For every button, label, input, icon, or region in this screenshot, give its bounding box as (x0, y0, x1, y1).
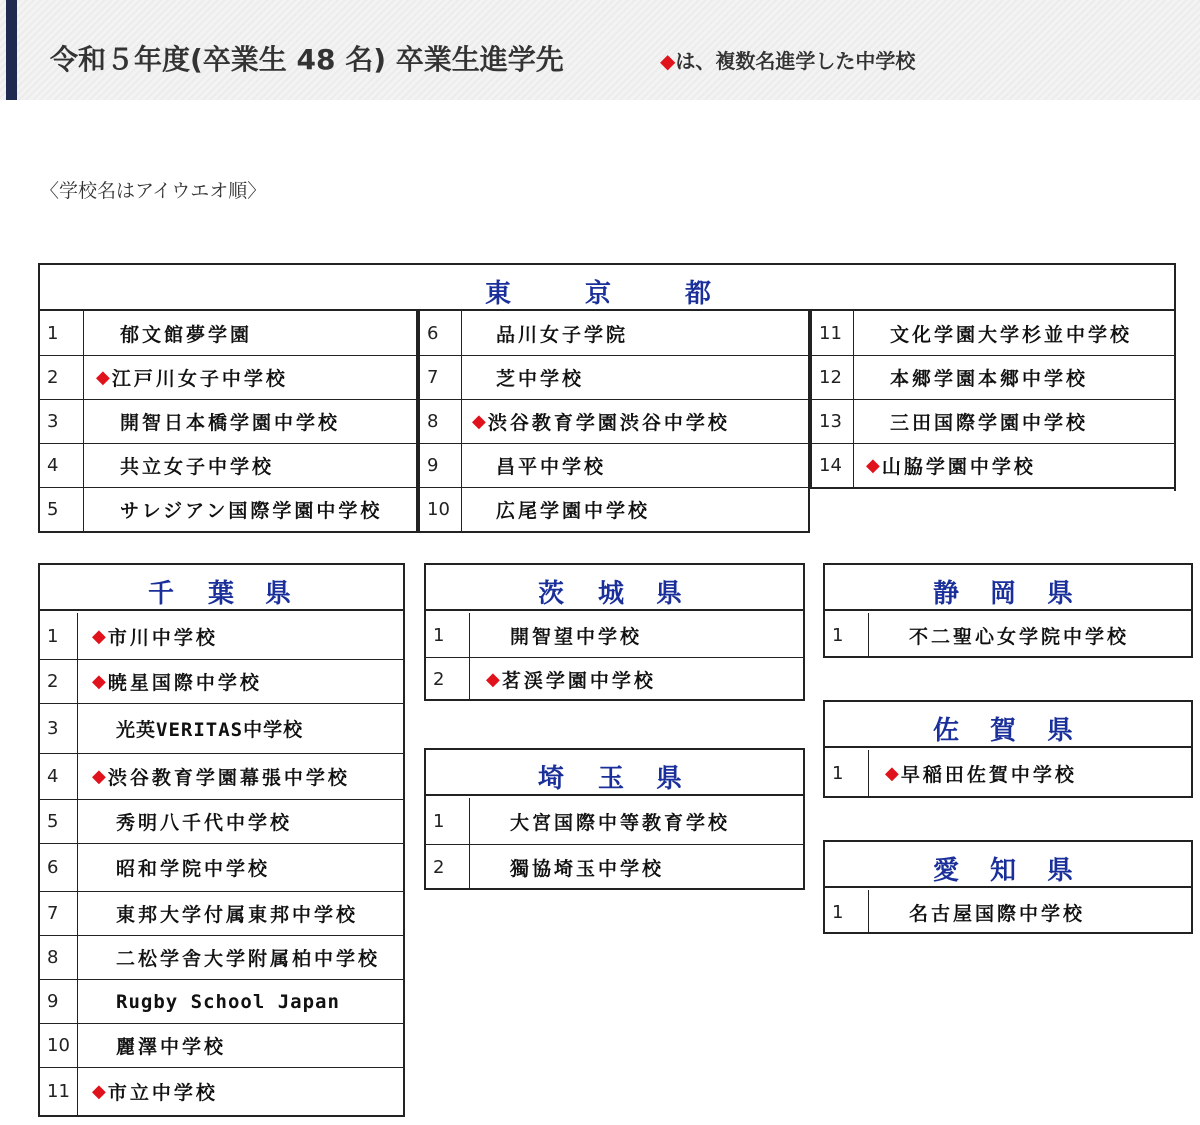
school-name-text: 昌平中学校 (496, 456, 607, 478)
school-name-text: 秀明八千代中学校 (116, 812, 293, 834)
table-row (426, 657, 803, 701)
row-number: 5 (40, 800, 78, 843)
prefecture-table-aichi (823, 840, 1193, 934)
table-row (812, 311, 1174, 355)
school-name (116, 844, 270, 891)
school-name-text: 開智日本橋学園中学校 (120, 412, 341, 434)
prefecture-title-char: 愛 (933, 856, 960, 886)
prefecture-table-ibaraki (424, 563, 805, 701)
school-name (116, 892, 358, 935)
row-number: 12 (812, 356, 854, 399)
school-name (120, 488, 382, 531)
school-name (96, 356, 288, 399)
table-row (812, 399, 1174, 443)
row-number: 6 (40, 844, 78, 891)
school-name (92, 613, 218, 659)
prefecture-title-char: 県 (1047, 716, 1074, 746)
prefecture-title (40, 565, 403, 611)
school-name (486, 658, 656, 701)
school-name (510, 613, 642, 657)
school-name (890, 311, 1132, 355)
table-row (40, 311, 416, 355)
school-name-text: 暁星国際中学校 (107, 672, 262, 694)
school-name-text: 山脇学園中学校 (881, 456, 1036, 478)
table-row (825, 750, 1191, 796)
sort-order-note: 〈学校名はアイウエオ順〉 (40, 180, 267, 202)
table-row (420, 311, 808, 355)
prefecture-title-char: 佐 (933, 716, 960, 746)
row-number: 10 (420, 488, 462, 531)
prefecture-title-char: 京 (585, 279, 612, 309)
prefecture-title-char: 県 (656, 764, 683, 794)
prefecture-title-char: 東 (485, 279, 512, 309)
tokyo-column (810, 311, 1176, 489)
table-row (420, 487, 808, 531)
school-name-text: 二松学舎大学附属柏中学校 (116, 948, 381, 970)
header-accent-bar (6, 0, 17, 100)
school-name-text: 三田国際学園中学校 (890, 412, 1089, 434)
prefecture-table-chiba (38, 563, 405, 1117)
row-number: 11 (812, 311, 854, 355)
page-title: 令和５年度(卒業生 48 名) 卒業生進学先 (50, 43, 564, 76)
row-number: 14 (812, 444, 854, 487)
prefecture-title-char: 静 (933, 579, 960, 609)
row-number: 1 (825, 613, 869, 657)
table-row (40, 891, 403, 935)
prefecture-title (825, 565, 1191, 611)
school-name-text: Rugby School Japan (116, 990, 340, 1013)
school-name (120, 311, 252, 355)
school-name (116, 1024, 226, 1067)
row-number: 8 (40, 936, 78, 979)
prefecture-title-char: 賀 (990, 716, 1017, 746)
row-number: 7 (420, 356, 462, 399)
table-row (426, 798, 803, 844)
prefecture-title-char: 茨 (538, 579, 565, 609)
prefecture-title-char: 県 (265, 579, 292, 609)
row-number: 13 (812, 400, 854, 443)
row-number: 1 (40, 613, 78, 659)
diamond-marker-icon: ◆ (885, 762, 899, 784)
prefecture-title-char: 千 (148, 579, 175, 609)
row-number: 9 (420, 444, 462, 487)
table-row (40, 703, 403, 753)
prefecture-table-saitama (424, 748, 805, 890)
diamond-marker-icon: ◆ (660, 49, 676, 73)
table-row (40, 843, 403, 891)
school-name (116, 936, 380, 979)
page-header (0, 0, 1200, 100)
table-row (40, 399, 416, 443)
school-name-text: 東邦大学付属東邦中学校 (116, 904, 359, 926)
school-name-text: 不二聖心女学院中学校 (909, 625, 1130, 648)
table-row (825, 890, 1191, 934)
prefecture-title (426, 750, 803, 796)
row-number: 6 (420, 311, 462, 355)
school-name-text: 昭和学院中学校 (116, 858, 271, 880)
school-name (885, 750, 1077, 796)
diamond-marker-icon: ◆ (92, 766, 106, 787)
school-name-text: 市川中学校 (107, 626, 218, 649)
row-number: 1 (426, 613, 470, 657)
school-name-text: 市立中学校 (107, 1082, 218, 1104)
school-name-text: 渋谷教育学園幕張中学校 (107, 767, 350, 789)
school-name (890, 400, 1088, 443)
row-number: 9 (40, 980, 78, 1023)
prefecture-title (825, 842, 1191, 888)
school-name (496, 311, 628, 355)
header-note-text: は、複数名進学した中学校 (675, 49, 916, 73)
row-number: 1 (426, 798, 470, 844)
tokyo-column (38, 311, 418, 533)
prefecture-title-char: 埼 (538, 764, 565, 794)
table-row (426, 844, 803, 890)
prefecture-table-tokyo (38, 263, 1176, 535)
school-name (116, 800, 292, 843)
school-name-text: 光英VERITAS中学校 (116, 719, 304, 741)
table-row (40, 753, 403, 799)
prefecture-table-saga (823, 700, 1193, 798)
prefecture-title (38, 263, 1176, 311)
row-number: 1 (40, 311, 84, 355)
school-name (909, 890, 1085, 934)
school-name-text: 渋谷教育学園渋谷中学校 (487, 412, 730, 434)
row-number: 3 (40, 400, 84, 443)
school-name-text: 江戸川女子中学校 (111, 368, 288, 390)
school-name (496, 356, 584, 399)
table-row (812, 355, 1174, 399)
diamond-marker-icon: ◆ (96, 367, 110, 388)
prefecture-title-char: 県 (1047, 856, 1074, 886)
row-number: 7 (40, 892, 78, 935)
table-row (825, 613, 1191, 657)
row-number: 1 (825, 890, 869, 934)
school-name (496, 444, 606, 487)
school-name-text: 名古屋国際中学校 (909, 902, 1086, 925)
school-name (92, 754, 350, 799)
school-name (116, 704, 303, 753)
school-name (909, 613, 1129, 657)
table-row (40, 935, 403, 979)
school-name (92, 660, 262, 703)
table-row (40, 1067, 403, 1115)
table-row (420, 355, 808, 399)
prefecture-title (426, 565, 803, 611)
prefecture-title-char: 県 (1047, 579, 1074, 609)
school-name (510, 798, 730, 844)
school-name (120, 444, 274, 487)
school-name-text: 品川女子学院 (496, 323, 629, 346)
row-number: 11 (40, 1068, 78, 1115)
table-row (812, 443, 1174, 487)
table-row (40, 979, 403, 1023)
diamond-marker-icon: ◆ (866, 455, 880, 476)
row-number: 2 (40, 356, 84, 399)
school-name-text: 開智望中学校 (510, 625, 643, 648)
row-number: 1 (825, 750, 869, 796)
school-name-text: 大宮国際中等教育学校 (510, 811, 731, 834)
school-name-text: 郁文館夢学園 (120, 323, 253, 346)
school-name-text: 獨協埼玉中学校 (510, 858, 665, 880)
school-name (866, 444, 1036, 487)
diamond-marker-icon: ◆ (486, 669, 500, 690)
diamond-marker-icon: ◆ (92, 671, 106, 692)
school-name-text: 本郷学園本郷中学校 (890, 368, 1089, 390)
row-number: 3 (40, 704, 78, 753)
prefecture-title-char: 城 (598, 579, 625, 609)
diamond-marker-icon: ◆ (92, 1081, 106, 1102)
school-name (510, 845, 664, 890)
school-name (890, 356, 1088, 399)
table-row (40, 1023, 403, 1067)
school-name (116, 980, 340, 1023)
school-name (472, 400, 730, 443)
tokyo-column (418, 311, 810, 533)
prefecture-title-char: 岡 (990, 579, 1017, 609)
school-name-text: サレジアン国際学園中学校 (120, 500, 383, 522)
table-row (420, 399, 808, 443)
prefecture-title-char: 葉 (208, 579, 235, 609)
diamond-marker-icon: ◆ (472, 411, 486, 432)
school-name-text: 茗渓学園中学校 (501, 670, 656, 692)
prefecture-table-shizuoka (823, 563, 1193, 658)
school-name-text: 広尾学園中学校 (496, 500, 651, 522)
row-number: 10 (40, 1024, 78, 1067)
school-name-text: 早稲田佐賀中学校 (900, 763, 1077, 786)
row-number: 8 (420, 400, 462, 443)
prefecture-title-char: 知 (990, 856, 1017, 886)
prefecture-title-char: 都 (685, 279, 712, 309)
school-name-text: 文化学園大学杉並中学校 (890, 323, 1133, 346)
row-number: 2 (426, 658, 470, 701)
table-row (40, 487, 416, 531)
school-name-text: 芝中学校 (496, 368, 585, 390)
row-number: 2 (40, 660, 78, 703)
row-number: 4 (40, 444, 84, 487)
prefecture-title-char: 県 (656, 579, 683, 609)
table-row (420, 443, 808, 487)
table-row (40, 659, 403, 703)
prefecture-title (825, 702, 1191, 748)
table-row (426, 613, 803, 657)
school-name-text: 麗澤中学校 (116, 1036, 227, 1058)
school-name (496, 488, 650, 531)
row-number: 5 (40, 488, 84, 531)
school-name (92, 1068, 218, 1115)
table-row (40, 355, 416, 399)
row-number: 2 (426, 845, 470, 890)
school-name (120, 400, 340, 443)
school-name-text: 共立女子中学校 (120, 456, 275, 478)
row-number: 4 (40, 754, 78, 799)
diamond-marker-icon: ◆ (92, 625, 106, 647)
table-row (40, 613, 403, 659)
table-row (40, 799, 403, 843)
table-row (40, 443, 416, 487)
prefecture-title-char: 玉 (598, 764, 625, 794)
header-note (660, 45, 915, 74)
